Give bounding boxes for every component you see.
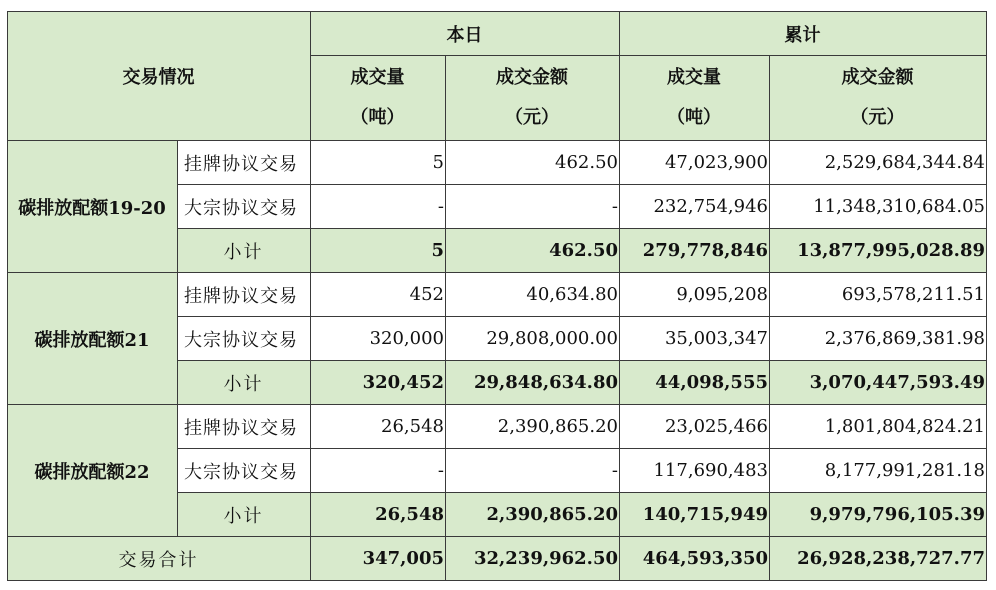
header-row-1: [8, 12, 987, 56]
trade-type: 大宗协议交易: [178, 317, 311, 361]
cum-volume: 23,025,466: [620, 405, 770, 449]
day-volume: 5: [311, 141, 446, 185]
category-label: 碳排放配额19-20: [8, 141, 178, 273]
day-volume: 320,452: [311, 361, 446, 405]
cum-volume: 279,778,846: [620, 229, 770, 273]
cum-volume: 140,715,949: [620, 493, 770, 537]
cum-amount: 13,877,995,028.89: [770, 229, 987, 273]
trade-type: 大宗协议交易: [178, 185, 311, 229]
day-amount: -: [446, 449, 620, 493]
total-label: 交易合计: [8, 537, 311, 581]
day-amount: 462.50: [446, 229, 620, 273]
trade-type: 大宗协议交易: [178, 449, 311, 493]
day-amount: 462.50: [446, 141, 620, 185]
day-volume: 320,000: [311, 317, 446, 361]
table-row: [8, 141, 987, 185]
total-row: [8, 537, 987, 581]
cum-amount: 2,529,684,344.84: [770, 141, 987, 185]
trade-summary-table: [7, 11, 987, 581]
cum-amount: 11,348,310,684.05: [770, 185, 987, 229]
cum-amount: 8,177,991,281.18: [770, 449, 987, 493]
day-amount: 29,808,000.00: [446, 317, 620, 361]
cum-amount: 3,070,447,593.49: [770, 361, 987, 405]
trade-type: 挂牌协议交易: [178, 273, 311, 317]
header-today-amount: 成交金额 （元）: [446, 56, 620, 141]
cum-volume: 117,690,483: [620, 449, 770, 493]
header-today-volume: 成交量 （吨）: [311, 56, 446, 141]
table-row: [8, 273, 987, 317]
cum-volume: 35,003,347: [620, 317, 770, 361]
day-volume: -: [311, 185, 446, 229]
day-amount: 29,848,634.80: [446, 361, 620, 405]
day-amount: -: [446, 185, 620, 229]
cum-amount: 26,928,238,727.77: [770, 537, 987, 581]
cum-amount: 1,801,804,824.21: [770, 405, 987, 449]
day-amount: 32,239,962.50: [446, 537, 620, 581]
day-amount: 40,634.80: [446, 273, 620, 317]
header-today: 本日: [311, 12, 620, 56]
cum-volume: 44,098,555: [620, 361, 770, 405]
day-amount: 2,390,865.20: [446, 493, 620, 537]
day-volume: 26,548: [311, 493, 446, 537]
cum-amount: 2,376,869,381.98: [770, 317, 987, 361]
day-amount: 2,390,865.20: [446, 405, 620, 449]
header-cumulative: 累计: [620, 12, 987, 56]
header-cum-amount: 成交金额 （元）: [770, 56, 987, 141]
header-corner: 交易情况: [8, 12, 311, 141]
cum-volume: 47,023,900: [620, 141, 770, 185]
cum-amount: 9,979,796,105.39: [770, 493, 987, 537]
day-volume: -: [311, 449, 446, 493]
day-volume: 347,005: [311, 537, 446, 581]
cum-volume: 232,754,946: [620, 185, 770, 229]
subtotal-label: 小计: [178, 361, 311, 405]
category-label: 碳排放配额22: [8, 405, 178, 537]
day-volume: 26,548: [311, 405, 446, 449]
table-row: [8, 405, 987, 449]
cum-volume: 464,593,350: [620, 537, 770, 581]
day-volume: 5: [311, 229, 446, 273]
trade-type: 挂牌协议交易: [178, 141, 311, 185]
subtotal-label: 小计: [178, 229, 311, 273]
cum-volume: 9,095,208: [620, 273, 770, 317]
trade-type: 挂牌协议交易: [178, 405, 311, 449]
subtotal-label: 小计: [178, 493, 311, 537]
category-label: 碳排放配额21: [8, 273, 178, 405]
cum-amount: 693,578,211.51: [770, 273, 987, 317]
header-cum-volume: 成交量 （吨）: [620, 56, 770, 141]
day-volume: 452: [311, 273, 446, 317]
